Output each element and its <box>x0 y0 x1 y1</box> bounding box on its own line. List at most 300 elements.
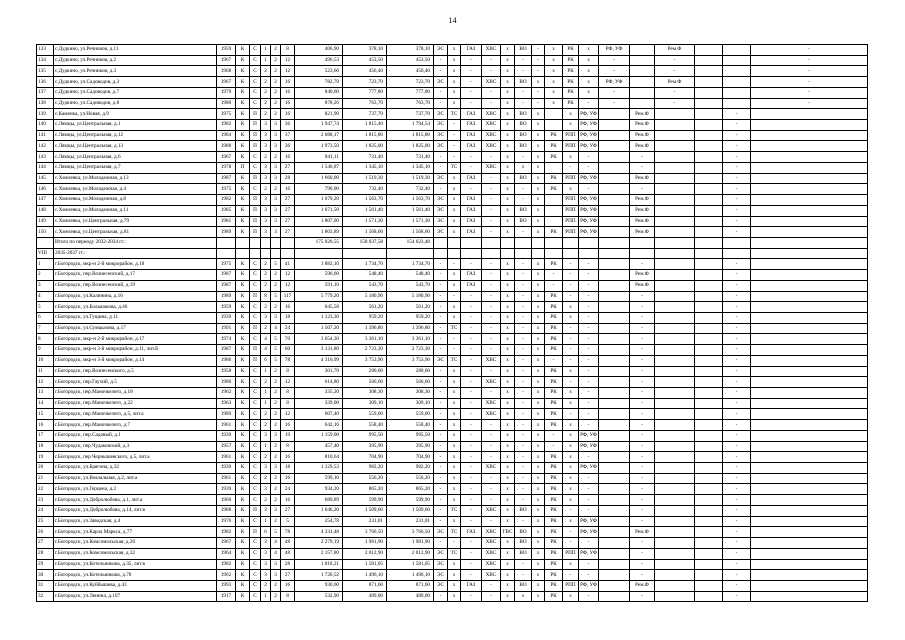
table-cell <box>599 570 630 581</box>
table-cell: 135 <box>37 66 54 77</box>
table-cell: Рем.Ф <box>630 227 655 238</box>
table-cell: РПП <box>563 205 579 216</box>
table-cell: - <box>630 495 655 506</box>
table-cell: - <box>630 548 655 559</box>
table-cell: 48 <box>281 548 295 559</box>
table-cell: 1986 <box>217 355 236 366</box>
table-cell: - <box>563 538 579 549</box>
table-cell: 995,50 <box>387 430 434 441</box>
table-cell: 2 <box>261 259 271 270</box>
table-cell: 1987 <box>217 345 236 356</box>
table-cell: х <box>532 302 545 313</box>
table-cell: - <box>482 323 501 334</box>
table-cell: 561,20 <box>343 302 387 313</box>
table-cell: 1 <box>37 259 54 270</box>
address-cell: г.Богородск, пер.Гаухий, д.5 <box>54 377 217 388</box>
table-cell: К <box>236 388 250 399</box>
table-cell: - <box>448 259 461 270</box>
table-cell: С <box>250 538 261 549</box>
table-cell: - <box>448 291 461 302</box>
table-cell: - <box>563 505 579 516</box>
table-cell: 2 <box>261 87 271 98</box>
address-cell: г.Богородск, ул.Ленина, д.107 <box>54 591 217 602</box>
table-cell: ГАЗ <box>461 270 482 281</box>
table-cell: 8 <box>281 366 295 377</box>
table-cell <box>723 98 751 109</box>
table-cell: 16 <box>281 87 295 98</box>
table-cell: х <box>532 495 545 506</box>
table-cell <box>655 430 695 441</box>
table-cell <box>599 280 630 291</box>
table-cell: ЭС <box>434 205 448 216</box>
table-cell: - <box>448 141 461 152</box>
table-cell: х <box>501 398 515 409</box>
table-cell: х <box>448 195 461 206</box>
table-cell: - <box>434 162 448 173</box>
table-cell: - <box>579 452 599 463</box>
address-cell: г.Богородск, мкр-н 2-й микрорайон, д.17 <box>54 334 217 345</box>
table-cell: 5 <box>271 355 281 366</box>
table-cell: - <box>630 591 655 602</box>
table-cell: - <box>448 152 461 163</box>
table-cell: - <box>461 312 482 323</box>
table-cell: 1988 <box>217 141 236 152</box>
table-cell: х <box>532 463 545 474</box>
table-cell: К <box>236 130 250 141</box>
table-cell: 5 <box>271 291 281 302</box>
table-cell: - <box>461 87 482 98</box>
table-cell: х <box>545 98 563 109</box>
table-cell: - <box>515 98 532 109</box>
table-cell: К <box>236 495 250 506</box>
table-cell <box>655 473 695 484</box>
table-cell <box>751 109 868 120</box>
table-cell: ВО <box>515 580 532 591</box>
table-cell <box>545 205 563 216</box>
table-cell <box>695 495 723 506</box>
table-cell: 406,90 <box>295 45 343 56</box>
table-cell: 723,70 <box>343 77 387 88</box>
table-cell: 2 <box>271 452 281 463</box>
table-cell: х <box>532 173 545 184</box>
table-cell: 1 396,80 <box>343 323 387 334</box>
table-cell: С <box>250 484 261 495</box>
table-cell: 2 <box>271 388 281 399</box>
table-cell: Рем.Ф <box>655 45 695 56</box>
table-cell <box>751 591 868 602</box>
table-cell: 777,80 <box>343 87 387 98</box>
table-cell: РФ, УФ <box>579 216 599 227</box>
table-cell: - <box>655 55 695 66</box>
table-cell: П <box>250 355 261 366</box>
table-cell: 1967 <box>217 538 236 549</box>
table-cell: 26 <box>37 527 54 538</box>
table-cell <box>695 548 723 559</box>
table-cell <box>695 195 723 206</box>
address-cell: г.Богородск, ул.Котельникова, д.35, лит.в <box>54 559 217 570</box>
table-cell: 2 <box>261 420 271 431</box>
table-cell: 732,40 <box>343 184 387 195</box>
table-cell: - <box>723 323 751 334</box>
table-row <box>37 334 868 345</box>
table-cell: К <box>236 55 250 66</box>
table-cell: 1985 <box>217 205 236 216</box>
table-cell: 2 <box>261 452 271 463</box>
table-cell: - <box>461 77 482 88</box>
table-cell <box>723 66 751 77</box>
table-cell: П <box>250 216 261 227</box>
table-row <box>37 495 868 506</box>
table-cell: х <box>532 216 545 227</box>
table-cell: 6 <box>261 355 271 366</box>
table-cell: 2 <box>271 77 281 88</box>
table-cell <box>655 377 695 388</box>
table-cell: К <box>236 580 250 591</box>
table-cell: 20 <box>37 463 54 474</box>
table-cell: х <box>448 302 461 313</box>
table-cell: 2 <box>37 270 54 281</box>
table-cell: 3 <box>261 173 271 184</box>
table-row <box>37 302 868 313</box>
table-cell: С <box>250 420 261 431</box>
table-cell: - <box>515 495 532 506</box>
table-cell: 2 <box>261 77 271 88</box>
table-cell <box>501 248 515 259</box>
table-row <box>37 216 868 227</box>
table-cell <box>630 237 655 248</box>
table-cell: 1961 <box>217 473 236 484</box>
table-cell: - <box>630 441 655 452</box>
table-cell: х <box>532 77 545 88</box>
table-cell: ЭС <box>434 227 448 238</box>
table-cell: х <box>501 538 515 549</box>
table-cell: х <box>448 559 461 570</box>
table-cell: РК <box>545 366 563 377</box>
table-cell <box>37 237 54 248</box>
table-cell: - <box>482 195 501 206</box>
address-cell: г.Богородск, ул.Комсомольская, д.20 <box>54 538 217 549</box>
table-cell: РК <box>545 463 563 474</box>
table-cell: х <box>501 409 515 420</box>
table-cell: 1 561,40 <box>387 205 434 216</box>
table-cell: 1 803,89 <box>295 227 343 238</box>
table-row <box>37 505 868 516</box>
table-cell: х <box>563 484 579 495</box>
table-cell <box>599 141 630 152</box>
table-cell: - <box>532 98 545 109</box>
table-cell: - <box>515 334 532 345</box>
section-label: 2035-2037 гг.: <box>54 248 217 259</box>
table-cell <box>599 516 630 527</box>
table-cell: х <box>563 430 579 441</box>
table-cell: РК <box>545 334 563 345</box>
table-row <box>37 580 868 591</box>
table-cell: 2 <box>261 377 271 388</box>
table-cell <box>434 237 448 248</box>
table-cell: ЭС <box>434 141 448 152</box>
table-cell: - <box>563 291 579 302</box>
table-cell: - <box>630 355 655 366</box>
table-cell: ЭС <box>434 527 448 538</box>
table-cell: 136 <box>37 77 54 88</box>
table-cell: 25 <box>37 516 54 527</box>
table-cell: х <box>448 463 461 474</box>
table-cell: 70 <box>281 334 295 345</box>
table-cell: 704,90 <box>387 452 434 463</box>
table-cell: К <box>236 98 250 109</box>
table-cell: ЭС <box>434 559 448 570</box>
table-cell: К <box>236 259 250 270</box>
table-cell: х <box>448 66 461 77</box>
table-cell: - <box>434 184 448 195</box>
table-cell: х <box>532 109 545 120</box>
table-cell: 763,70 <box>387 98 434 109</box>
table-cell: х <box>448 484 461 495</box>
table-cell <box>599 312 630 323</box>
table-cell: - <box>723 580 751 591</box>
table-cell: 790,00 <box>295 184 343 195</box>
page-number: 14 <box>448 16 457 25</box>
table-cell <box>655 538 695 549</box>
table-cell <box>695 345 723 356</box>
table-cell: 30 <box>37 570 54 581</box>
table-cell: 566,60 <box>387 377 434 388</box>
table-cell: 2 <box>271 184 281 195</box>
table-cell: 723,70 <box>387 77 434 88</box>
table-cell <box>599 345 630 356</box>
table-cell: 1982 <box>217 195 236 206</box>
table-cell: х <box>532 484 545 495</box>
table-cell <box>751 527 868 538</box>
table-cell: 32 <box>37 591 54 602</box>
table-cell: х <box>563 463 579 474</box>
table-cell: 591,10 <box>295 280 343 291</box>
table-cell <box>236 248 250 259</box>
table-cell <box>599 484 630 495</box>
table-cell <box>599 237 630 248</box>
table-cell: С <box>250 548 261 559</box>
table-cell: К <box>236 366 250 377</box>
table-cell: 27 <box>281 162 295 173</box>
table-cell <box>751 162 868 173</box>
table-cell: 1 159,00 <box>295 430 343 441</box>
table-cell: 3 766,50 <box>343 527 387 538</box>
table-cell: х <box>515 162 532 173</box>
table-cell: - <box>461 345 482 356</box>
table-cell: К <box>236 77 250 88</box>
table-cell: 1 571,30 <box>387 216 434 227</box>
table-cell: - <box>434 538 448 549</box>
table-cell: П <box>250 173 261 184</box>
table-row <box>37 195 868 206</box>
table-cell: С <box>250 516 261 527</box>
table-cell: - <box>655 87 695 98</box>
table-row <box>37 388 868 399</box>
table-cell: ВО <box>515 141 532 152</box>
table-cell <box>545 195 563 206</box>
table-row <box>37 463 868 474</box>
table-cell: - <box>448 334 461 345</box>
table-cell <box>751 280 868 291</box>
table-cell: х <box>532 184 545 195</box>
table-cell: 1 973,50 <box>295 141 343 152</box>
table-cell <box>545 248 563 259</box>
table-cell <box>236 237 250 248</box>
table-cell <box>630 45 655 56</box>
table-cell: РК <box>563 77 579 88</box>
table-cell: 3 <box>271 505 281 516</box>
table-cell: - <box>723 184 751 195</box>
table-cell: - <box>723 484 751 495</box>
table-cell: - <box>482 302 501 313</box>
table-cell: х <box>563 452 579 463</box>
table-cell: - <box>482 66 501 77</box>
table-cell: х <box>448 570 461 581</box>
table-cell: 1 981,90 <box>387 538 434 549</box>
table-cell: РК <box>545 548 563 559</box>
table-cell: х <box>448 473 461 484</box>
table-cell: 453,50 <box>343 55 387 66</box>
table-cell: - <box>482 366 501 377</box>
table-cell: 1959 <box>217 302 236 313</box>
table-cell: 2 <box>271 473 281 484</box>
table-cell: РФ, УФ <box>579 430 599 441</box>
table-cell: 18 <box>281 463 295 474</box>
table-row <box>37 323 868 334</box>
table-cell: 3 766,50 <box>387 527 434 538</box>
address-cell: с.Дудкино, ул.Садоводов, д.3 <box>54 77 217 88</box>
table-cell <box>655 409 695 420</box>
table-cell <box>695 77 723 88</box>
table-cell: - <box>579 495 599 506</box>
address-cell: с.Хмелевка, ул.Молодежная, д.13 <box>54 173 217 184</box>
table-cell: х <box>501 473 515 484</box>
table-row <box>37 87 868 98</box>
table-cell: - <box>563 345 579 356</box>
table-cell: РПП <box>563 195 579 206</box>
table-cell: 16 <box>281 580 295 591</box>
table-cell: К <box>236 323 250 334</box>
table-cell: 19 <box>37 452 54 463</box>
table-cell: 3 <box>271 312 281 323</box>
table-cell: - <box>723 495 751 506</box>
table-cell <box>695 409 723 420</box>
table-cell: - <box>461 430 482 441</box>
table-cell <box>695 259 723 270</box>
table-cell: 1962 <box>217 388 236 399</box>
table-cell: - <box>461 591 482 602</box>
table-cell: ГВС <box>501 527 515 538</box>
table-cell: 934,20 <box>295 484 343 495</box>
table-cell: 496,53 <box>295 55 343 66</box>
table-cell: 16 <box>281 184 295 195</box>
table-cell: ХВС <box>482 45 501 56</box>
table-cell: 523,60 <box>295 66 343 77</box>
table-cell: х <box>501 120 515 131</box>
table-cell: П <box>250 227 261 238</box>
table-cell: - <box>482 173 501 184</box>
table-cell: 3 <box>261 227 271 238</box>
table-cell: 2 <box>271 484 281 495</box>
table-cell <box>695 355 723 366</box>
table-cell: х <box>563 441 579 452</box>
table-cell <box>695 291 723 302</box>
table-cell: К <box>236 441 250 452</box>
table-cell: х <box>448 409 461 420</box>
address-cell: г.Богородск, пер.Маночкелего, д.22 <box>54 398 217 409</box>
table-cell: 2 <box>271 55 281 66</box>
table-cell <box>655 334 695 345</box>
table-cell <box>461 248 482 259</box>
address-cell: с.Дудкино, ул.Речников, д.3 <box>54 66 217 77</box>
table-cell: - <box>434 87 448 98</box>
table-cell: х <box>501 334 515 345</box>
table-cell: х <box>532 580 545 591</box>
table-cell: х <box>532 388 545 399</box>
table-cell: - <box>532 66 545 77</box>
table-cell: РПП <box>563 580 579 591</box>
table-cell <box>599 173 630 184</box>
table-cell: х <box>501 109 515 120</box>
table-cell <box>545 162 563 173</box>
table-cell: 548,40 <box>343 270 387 281</box>
table-cell <box>599 302 630 313</box>
address-cell: г.Богородск, мкр-н 2-й микрорайон, д.18 <box>54 259 217 270</box>
table-cell: 8 <box>281 388 295 399</box>
table-cell <box>655 495 695 506</box>
table-cell: х <box>532 377 545 388</box>
table-cell <box>695 312 723 323</box>
table-cell <box>599 398 630 409</box>
table-cell: 777,80 <box>387 87 434 98</box>
table-cell: ГАЗ <box>461 205 482 216</box>
table-cell <box>563 237 579 248</box>
table-cell: ГАЗ <box>461 580 482 591</box>
table-row <box>37 141 868 152</box>
table-cell: - <box>630 388 655 399</box>
table-cell: - <box>482 98 501 109</box>
table-cell: 140 <box>37 120 54 131</box>
table-cell: С <box>250 184 261 195</box>
table-cell <box>655 237 695 248</box>
table-cell: - <box>461 355 482 366</box>
table-cell: РК <box>563 98 579 109</box>
table-cell: К <box>236 398 250 409</box>
address-cell: г.Богородск, ул.Герцена, д.2 <box>54 484 217 495</box>
table-cell: х <box>501 270 515 281</box>
table-cell: 995,50 <box>343 430 387 441</box>
table-cell: ХВС <box>482 77 501 88</box>
section-number: VIII <box>37 248 54 259</box>
table-cell: х <box>532 162 545 173</box>
table-cell <box>630 248 655 259</box>
table-cell: - <box>482 441 501 452</box>
table-cell: 1987 <box>217 280 236 291</box>
table-cell: 1959 <box>217 45 236 56</box>
table-cell: 5 <box>271 334 281 345</box>
table-cell: РК <box>545 345 563 356</box>
table-cell: ТС <box>448 162 461 173</box>
table-cell: 27 <box>281 227 295 238</box>
table-cell: - <box>515 184 532 195</box>
table-cell: 1 825,00 <box>387 141 434 152</box>
table-cell: - <box>630 312 655 323</box>
table-cell: х <box>532 366 545 377</box>
address-cell: г.Богородск, пер.Чудаковский, д.3 <box>54 441 217 452</box>
table-cell: - <box>630 538 655 549</box>
table-cell: С <box>250 152 261 163</box>
table-cell: 1978 <box>217 162 236 173</box>
